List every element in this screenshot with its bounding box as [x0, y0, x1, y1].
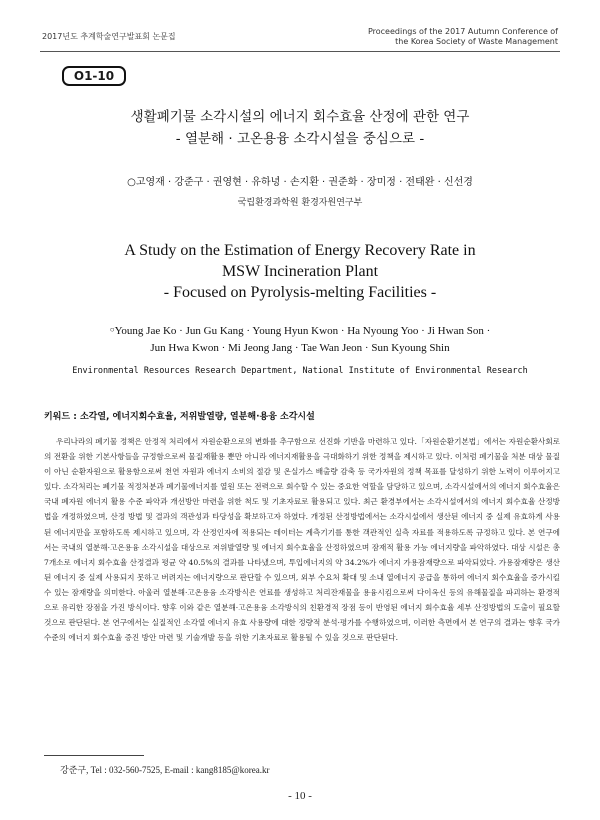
- english-authors: [40, 321, 560, 357]
- english-title: [40, 240, 560, 303]
- proceedings-title-korean: 2017년도 추계학술연구발표회 논문집: [42, 32, 176, 41]
- korean-authors: [40, 173, 560, 188]
- proceedings-title-line2: the Korea Society of Waste Management: [395, 37, 558, 46]
- english-affiliation: Environmental Resources Research Department, National Institute of Environmental Research: [72, 366, 528, 376]
- header-divider: [40, 51, 560, 52]
- korean-title-main: 생활폐기물 소각시설의 에너지 회수효율 산정에 관한 연구: [130, 109, 470, 125]
- abstract-paragraph: 우리나라의 폐기물 정책은 안정적 처리에서 자원순환으로의 변화를 추구함으로 선진화 기반을 마련하고 있다.「자원순환기본법」에서는 자원순환사회로의 전환을 위한 기본사항들을 규정함으로써 물질재활용 뿐만 아니라 에너지재활용을 극대화하기 위한 정책을 제시하고 있다. 이처럼 폐기물을 처분 대상 물질이 아닌 순환자원으로 활용함으로써 천연 자원과 에너지 소비의 절감 및 온실가스 배출량 감축 등 국가자원의 정책 목표를 달성하기 위한 노력이 이루어지고 있다. 소각처리는 폐기물 적정처분과 폐기물에너지를 열원 또는 전력으로 회수할 수 있는 중요한 역할을 담당하고 있으며, 소각시설에서의 에너지 회수효율은 국내 폐자원 에너지 활용 수준 파악과 개선방안 마련을 위한 척도 및 기초자료로 활용되고 있다. 최근 환경부에서는 소각시설에서의 에너지 회수효율 산정방법을 개정하였으며, 산정 방법 및 결과의 객관성과 타당성을 확보하고자 하였다. 개정된 산정방법에서는 소각시설에서 생산된 에너지 중 실제 유효하게 사용된 에너지만을 포함하도록 제시하고 있으며, 각 산정인자에 적용되는 데이터는 계측기기를 통한 객관적인 실측 자료를 적용하도록 규정하고 있다. 본 연구에서는 국내의 열분해·고온용융 소각시설을 대상으로 저위발열량 및 에너지 회수효율을 산정하였으며 잠재적 활용 가능 에너지량을 파악하였다. 대상 시설은 총 7개소로 에너지 회수효율 산정결과 평균 약 40.5%의 결과를 나타냈으며, 투입에너지의 약 34.2%가 에너지 가용잠재량으로 파악되었다. 가용잠재량은 생산된 에너지 중 실제 사용되지 못하고 버려지는 에너지량으로 판단할 수 있으며, 외부 수요처 확대 및 소내 열에너지 공급을 통하여 에너지 회수효율을 증가시킬 수 있는 잠재량을 의미한다. 아울러 열분해·고온용융 소각방식은 연료를 생성하고 처리잔재물을 용융시킴으로써 다이옥신 등의 유해물질을 파괴하는 환경적으로 유리한 장점을 가진 방식이다. 향후 이와 같은 열분해·고온용융 소각방식의 친환경적 장점 등이 반영된 에너지 회수효율 세부 산정방법의 도출이 필요할 것으로 판단된다. 본 연구에서는 실질적인 소각열 에너지 유효 사용량에 대한 정량적 분석·평가를 수행하였으며, 이러한 측면에서 본 연구의 결과는 향후 국가 수준의 에너지 회수효율 증진 방안 마련 및 기술개발 등을 위한 기초자료로 활용될 수 있을 것으로 판단된다.: [44, 437, 560, 643]
- corresponding-author-footnote: 강준구, Tel : 032-560-7525, E-mail : kang8185@korea.kr: [60, 765, 270, 775]
- korean-title-subtitle: - 열분해 · 고온용융 소각시설을 중심으로 -: [175, 131, 425, 147]
- presenter-mark: ○: [127, 177, 136, 188]
- proceedings-title-line1: Proceedings of the 2017 Autumn Conference of: [367, 27, 558, 36]
- session-id-badge: O1-10: [62, 66, 126, 86]
- proceedings-title-english: [298, 27, 558, 47]
- presenter-mark-english: ○: [109, 325, 115, 334]
- english-authors-line2: Jun Hwa Kwon · Mi Jeong Jang · Tae Wan Jeon · Sun Kyoung Shin: [150, 342, 450, 354]
- korean-title: [40, 106, 560, 150]
- korean-affiliation: 국립환경과학원 환경자원연구부: [237, 198, 363, 208]
- english-authors-line1: Young Jae Ko · Jun Gu Kang · Young Hyun Kwon · Ha Nyoung Yoo · Ji Hwan Son ·: [114, 325, 491, 337]
- english-title-line1: A Study on the Estimation of Energy Recovery Rate in: [124, 242, 476, 259]
- abstract-body: [44, 434, 560, 645]
- english-title-line2: MSW Incineration Plant: [221, 263, 379, 280]
- keywords: 키워드 : 소각열, 에너지회수효율, 저위발열량, 열분해·용융 소각시설: [44, 412, 315, 422]
- page-number: - 10 -: [288, 790, 312, 802]
- korean-author-list: 고영재 · 강준구 · 권영현 · 유하녕 · 손지환 · 권준화 · 장미정 · 전태완 · 신선경: [135, 177, 473, 188]
- english-title-subtitle: - Focused on Pyrolysis-melting Facilities -: [163, 284, 437, 301]
- footnote-divider: [44, 755, 144, 756]
